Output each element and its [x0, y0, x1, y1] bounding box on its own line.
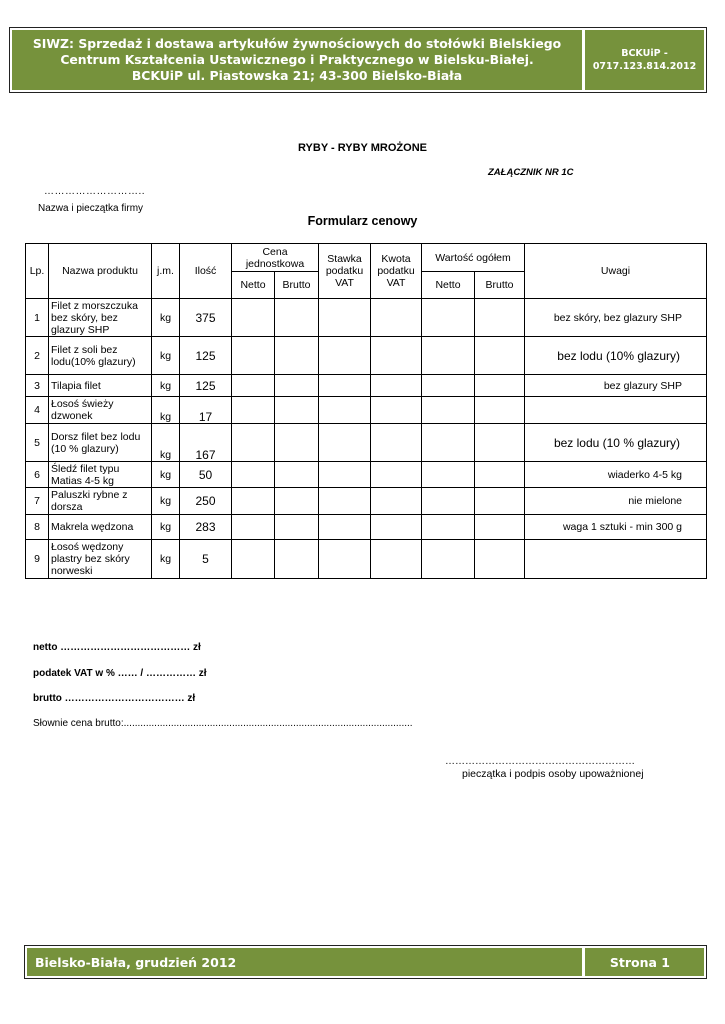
row-price-gross-cell[interactable] — [275, 488, 319, 515]
header-vat-amount: Kwota podatku VAT — [371, 244, 422, 299]
row-lp: 4 — [26, 397, 49, 424]
table-row — [26, 397, 707, 424]
signature-dots: ………………………………………………… — [445, 756, 635, 767]
row-total-gross-cell[interactable] — [475, 375, 525, 397]
row-total-net-cell[interactable] — [422, 424, 475, 462]
row-vat-rate-cell[interactable] — [319, 515, 371, 540]
row-name: Paluszki rybne z dorsza — [49, 488, 152, 515]
page-header — [9, 27, 707, 93]
row-total-gross-cell[interactable] — [475, 515, 525, 540]
footer-place-date: Bielsko-Biała, grudzień 2012 — [27, 948, 582, 976]
header-lp: Lp. — [26, 244, 49, 299]
row-qty: 167 — [180, 424, 232, 462]
summary-netto: netto ………………………………… zł — [33, 642, 201, 653]
row-price-net-cell[interactable] — [232, 540, 275, 579]
row-price-gross-cell[interactable] — [275, 299, 319, 337]
table-row — [26, 299, 707, 337]
summary-brutto: brutto ……………………………… zł — [33, 693, 196, 704]
row-lp: 5 — [26, 424, 49, 462]
table-row — [26, 337, 707, 375]
header-vat-rate: Stawka podatku VAT — [319, 244, 371, 299]
row-total-net-cell[interactable] — [422, 515, 475, 540]
row-name: Tilapia filet — [49, 375, 152, 397]
row-vat-amount-cell[interactable] — [371, 299, 422, 337]
row-vat-rate-cell[interactable] — [319, 375, 371, 397]
row-vat-rate-cell[interactable] — [319, 540, 371, 579]
row-qty: 250 — [180, 488, 232, 515]
row-notes: bez skóry, bez glazury SHP — [525, 299, 707, 337]
row-unit: kg — [152, 424, 180, 462]
row-total-net-cell[interactable] — [422, 462, 475, 488]
header-total-gross: Brutto — [475, 272, 525, 299]
header-notes: Uwagi — [525, 244, 707, 299]
row-total-net-cell[interactable] — [422, 488, 475, 515]
row-notes: bez lodu (10% glazury) — [525, 337, 707, 375]
row-qty: 5 — [180, 540, 232, 579]
summary-words: Słownie cena brutto:........................................................................................................ — [33, 718, 413, 729]
row-vat-amount-cell[interactable] — [371, 488, 422, 515]
row-lp: 1 — [26, 299, 49, 337]
table-row — [26, 424, 707, 462]
row-price-gross-cell[interactable] — [275, 337, 319, 375]
row-qty: 125 — [180, 337, 232, 375]
row-unit: kg — [152, 397, 180, 424]
row-vat-amount-cell[interactable] — [371, 515, 422, 540]
row-price-gross-cell[interactable] — [275, 540, 319, 579]
summary-vat: podatek VAT w % …… / …………… zł — [33, 668, 207, 679]
header-unit-price-gross: Brutto — [275, 272, 319, 299]
row-qty: 375 — [180, 299, 232, 337]
header-total-net: Netto — [422, 272, 475, 299]
row-lp: 8 — [26, 515, 49, 540]
row-unit: kg — [152, 488, 180, 515]
row-unit: kg — [152, 375, 180, 397]
row-total-gross-cell[interactable] — [475, 462, 525, 488]
row-notes — [525, 540, 707, 579]
row-name: Śledź filet typu Matias 4-5 kg — [49, 462, 152, 488]
header-code-line-2: 0717.123.814.2012 — [592, 61, 697, 72]
row-vat-amount-cell[interactable] — [371, 462, 422, 488]
row-lp: 6 — [26, 462, 49, 488]
row-vat-rate-cell[interactable] — [319, 462, 371, 488]
row-price-gross-cell[interactable] — [275, 515, 319, 540]
header-unit-price: Cena jednostkowa — [232, 244, 319, 272]
row-name: Łosoś świeży dzwonek — [49, 397, 152, 424]
row-vat-rate-cell[interactable] — [319, 397, 371, 424]
row-price-net-cell[interactable] — [232, 515, 275, 540]
row-unit: kg — [152, 337, 180, 375]
row-notes — [525, 397, 707, 424]
firm-label: Nazwa i pieczątka firmy — [38, 203, 144, 214]
document-title: RYBY - RYBY MROŻONE — [298, 142, 427, 154]
row-price-gross-cell[interactable] — [275, 375, 319, 397]
row-unit: kg — [152, 299, 180, 337]
row-qty: 283 — [180, 515, 232, 540]
row-qty: 50 — [180, 462, 232, 488]
table-row — [26, 462, 707, 488]
row-lp: 9 — [26, 540, 49, 579]
header-unit-price-net: Netto — [232, 272, 275, 299]
row-total-gross-cell[interactable] — [475, 488, 525, 515]
row-total-gross-cell[interactable] — [475, 397, 525, 424]
header-line-1: SIWZ: Sprzedaż i dostawa artykułów żywnościowych do stołówki Bielskiego — [32, 36, 562, 51]
row-vat-amount-cell[interactable] — [371, 424, 422, 462]
row-total-net-cell[interactable] — [422, 337, 475, 375]
row-total-net-cell[interactable] — [422, 299, 475, 337]
row-price-net-cell[interactable] — [232, 337, 275, 375]
row-name: Łosoś wędzony plastry bez skóry norweski — [49, 540, 152, 579]
firm-dots: ……………………….. — [44, 186, 146, 197]
row-total-gross-cell[interactable] — [475, 540, 525, 579]
row-total-gross-cell[interactable] — [475, 424, 525, 462]
row-price-net-cell[interactable] — [232, 397, 275, 424]
row-vat-amount-cell[interactable] — [371, 397, 422, 424]
row-lp: 7 — [26, 488, 49, 515]
row-name: Filet z morszczuka bez skóry, bez glazury SHP — [49, 299, 152, 337]
row-price-net-cell[interactable] — [232, 424, 275, 462]
row-unit: kg — [152, 462, 180, 488]
header-qty: Ilość — [180, 244, 232, 299]
row-notes: wiaderko 4-5 kg — [525, 462, 707, 488]
row-name: Filet z soli bez lodu(10% glazury) — [49, 337, 152, 375]
row-price-gross-cell[interactable] — [275, 462, 319, 488]
row-lp: 2 — [26, 337, 49, 375]
row-total-net-cell[interactable] — [422, 397, 475, 424]
header-title-block — [12, 30, 582, 90]
row-qty: 125 — [180, 375, 232, 397]
price-table — [25, 243, 707, 579]
table-row — [26, 375, 707, 397]
form-title: Formularz cenowy — [307, 214, 418, 228]
row-notes: bez lodu (10 % glazury) — [525, 424, 707, 462]
header-total: Wartość ogółem — [422, 244, 525, 272]
table-row — [26, 488, 707, 515]
header-line-3: BCKUiP ul. Piastowska 21; 43-300 Bielsko-Biała — [131, 68, 463, 83]
row-vat-rate-cell[interactable] — [319, 337, 371, 375]
row-name: Dorsz filet bez lodu (10 % glazury) — [49, 424, 152, 462]
row-total-gross-cell[interactable] — [475, 299, 525, 337]
row-vat-amount-cell[interactable] — [371, 375, 422, 397]
row-price-net-cell[interactable] — [232, 488, 275, 515]
row-notes: bez glazury SHP — [525, 375, 707, 397]
page-footer — [24, 945, 707, 979]
header-unit: j.m. — [152, 244, 180, 299]
header-name: Nazwa produktu — [49, 244, 152, 299]
row-price-net-cell[interactable] — [232, 299, 275, 337]
row-unit: kg — [152, 515, 180, 540]
row-price-net-cell[interactable] — [232, 462, 275, 488]
row-notes: nie mielone — [525, 488, 707, 515]
row-price-gross-cell[interactable] — [275, 424, 319, 462]
annex-label: ZAŁĄCZNIK NR 1C — [488, 167, 574, 178]
row-vat-rate-cell[interactable] — [319, 488, 371, 515]
row-vat-rate-cell[interactable] — [319, 299, 371, 337]
table-row — [26, 540, 707, 579]
row-price-gross-cell[interactable] — [275, 397, 319, 424]
row-qty: 17 — [180, 397, 232, 424]
header-code-line-1: BCKUiP - — [621, 48, 668, 59]
footer-page-number: Strona 1 — [585, 948, 704, 976]
row-total-gross-cell[interactable] — [475, 337, 525, 375]
row-notes: waga 1 sztuki - min 300 g — [525, 515, 707, 540]
row-lp: 3 — [26, 375, 49, 397]
row-vat-rate-cell[interactable] — [319, 424, 371, 462]
row-total-net-cell[interactable] — [422, 540, 475, 579]
row-vat-amount-cell[interactable] — [371, 337, 422, 375]
signature-label: pieczątka i podpis osoby upoważnionej — [462, 768, 644, 780]
row-name: Makrela wędzona — [49, 515, 152, 540]
row-price-net-cell[interactable] — [232, 375, 275, 397]
header-code-block — [585, 30, 704, 90]
row-vat-amount-cell[interactable] — [371, 540, 422, 579]
table-row — [26, 515, 707, 540]
row-unit: kg — [152, 540, 180, 579]
header-line-2: Centrum Kształcenia Ustawicznego i Praktycznego w Bielsku-Białej. — [60, 52, 534, 67]
row-total-net-cell[interactable] — [422, 375, 475, 397]
